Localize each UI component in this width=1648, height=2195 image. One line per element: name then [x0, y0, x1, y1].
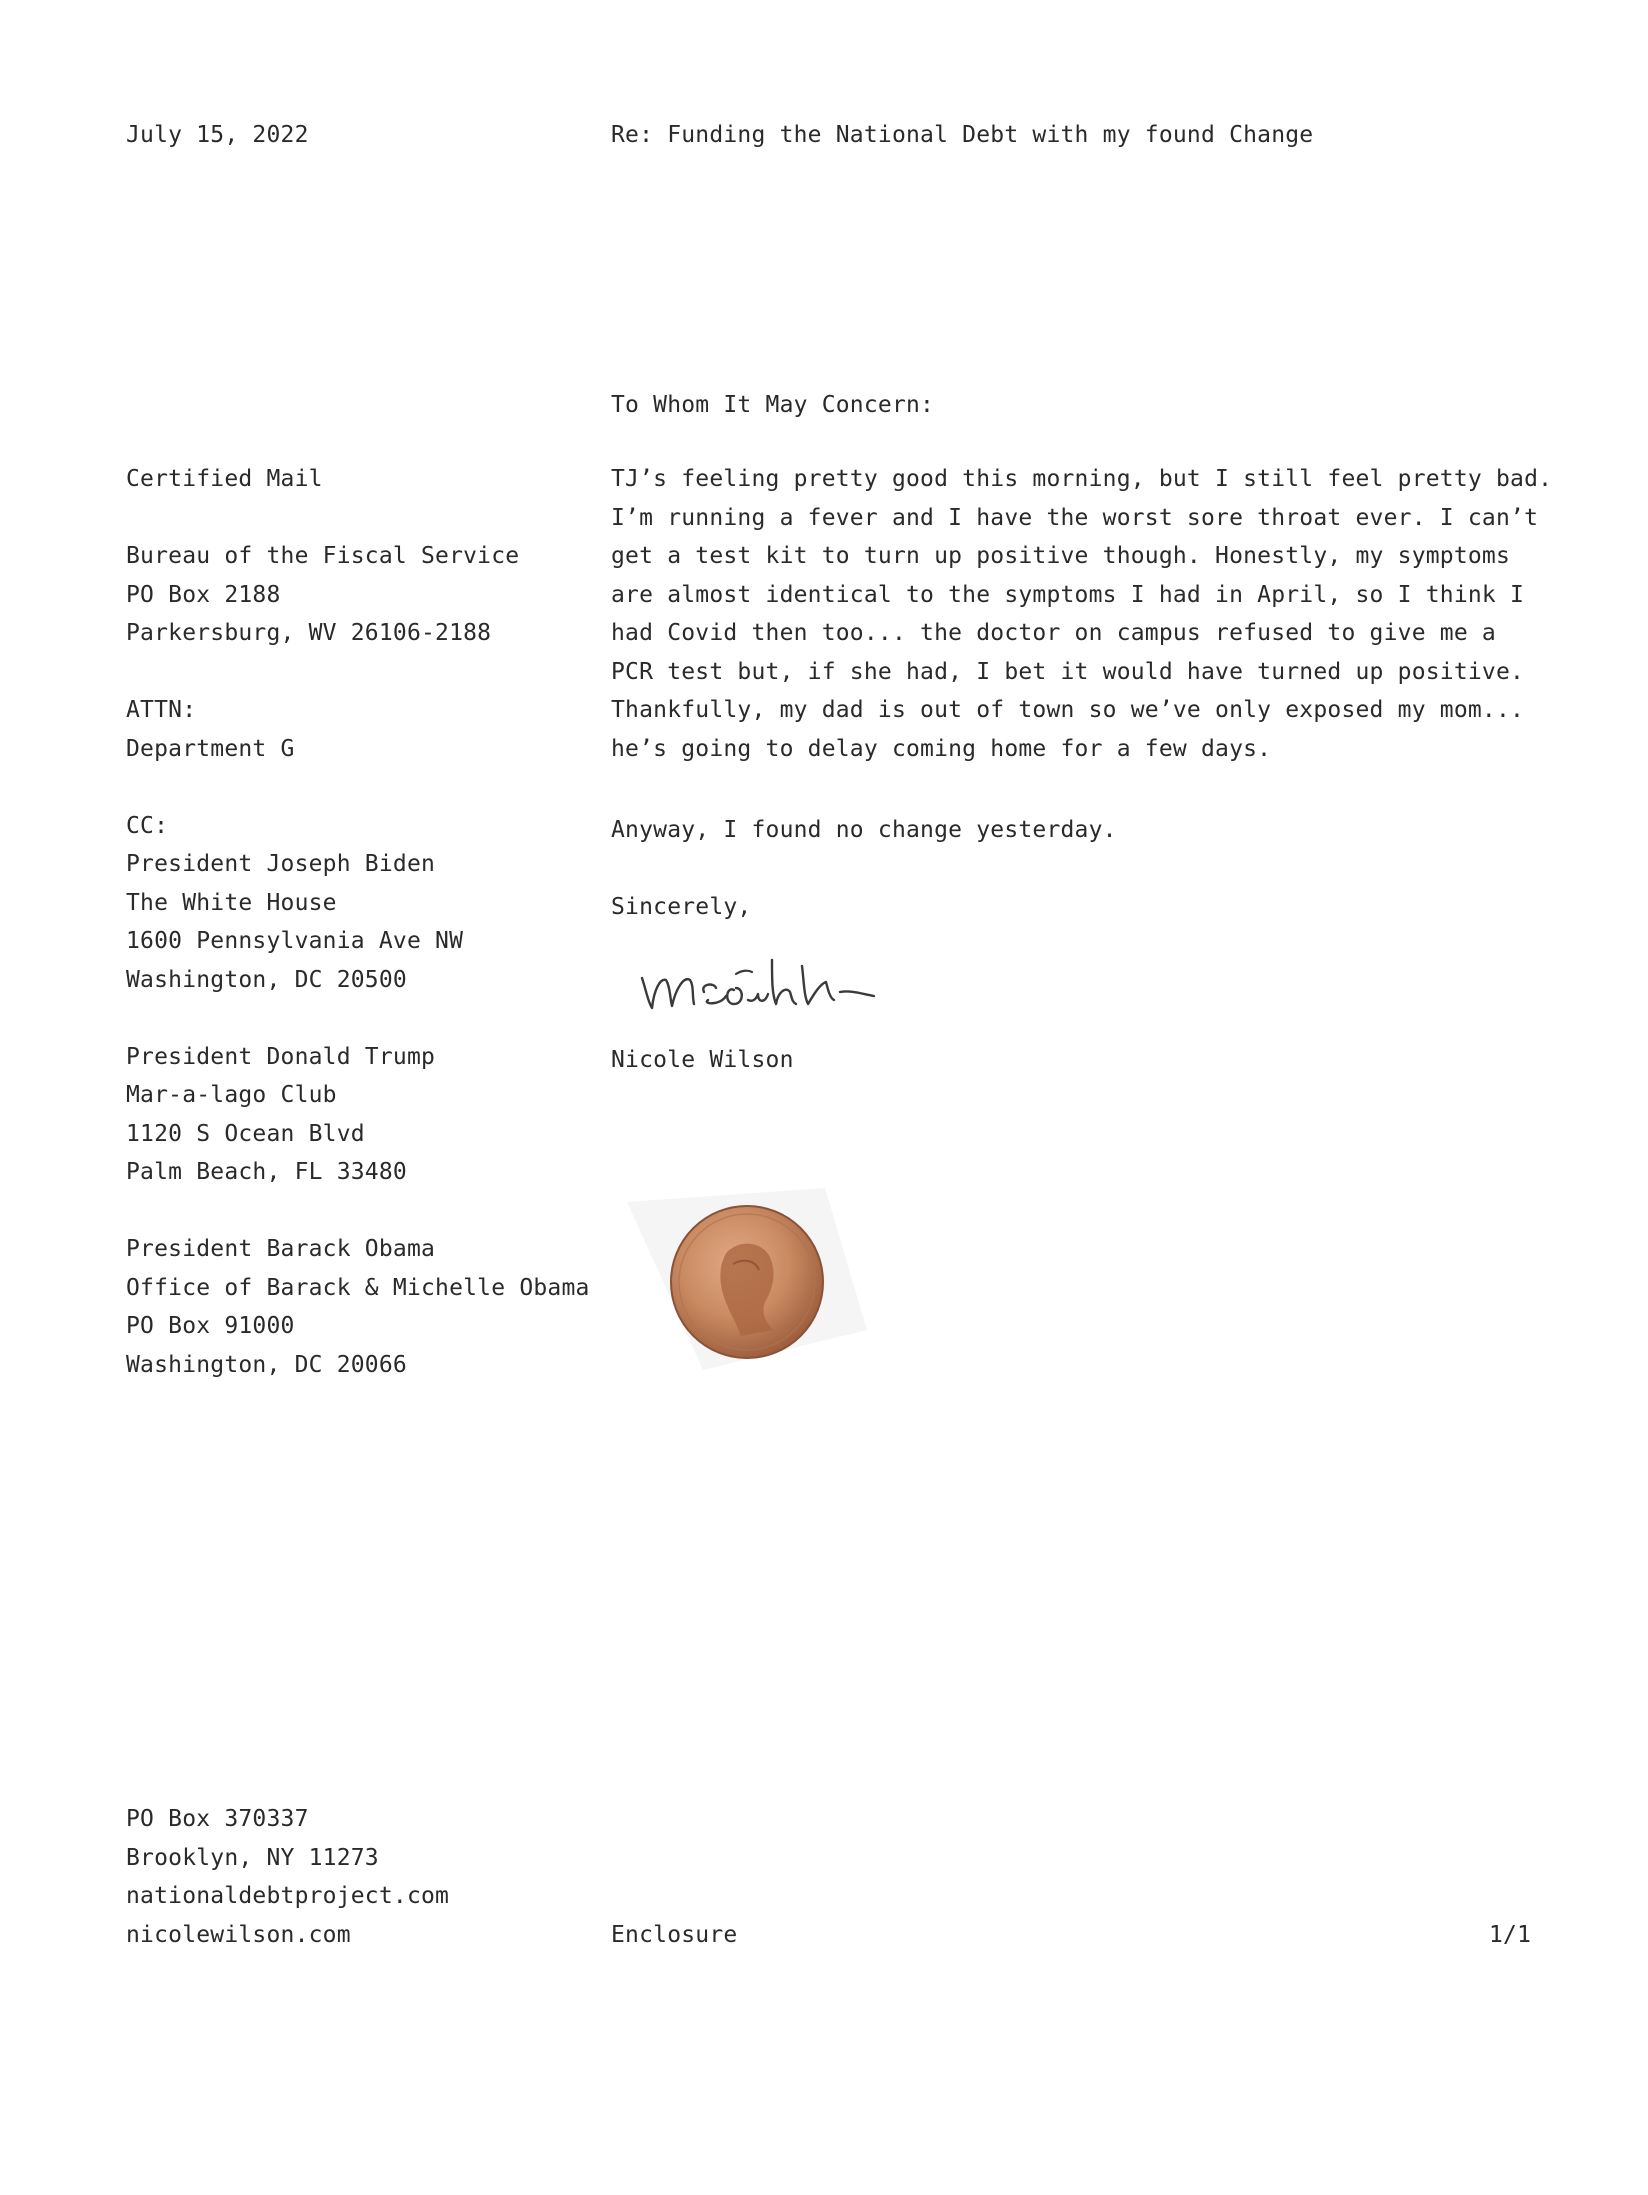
body-line: Thankfully, my dad is out of town so we’ve only exposed my mom...: [611, 697, 1525, 723]
attn-block: [126, 691, 596, 768]
address-line: 1120 S Ocean Blvd: [126, 1120, 365, 1147]
address-line: PO Box 91000: [126, 1313, 295, 1339]
letter-date: July 15, 2022: [126, 122, 309, 148]
address-line: Office of Barack & Michelle Obama: [126, 1274, 590, 1301]
footer-address-line: PO Box 370337: [126, 1806, 309, 1832]
cc-recipient-trump: [126, 1038, 596, 1192]
address-line: Washington, DC 20066: [126, 1351, 407, 1378]
cc-label: CC:: [126, 812, 169, 839]
address-line: Bureau of the Fiscal Service: [126, 543, 520, 569]
footer-website-line: nationaldebtproject.com: [126, 1883, 450, 1909]
address-line: President Donald Trump: [126, 1043, 436, 1070]
cc-recipient-obama: [126, 1230, 596, 1384]
page-number: 1/1: [1489, 1922, 1532, 1948]
address-line: Washington, DC 20500: [126, 966, 407, 993]
body-line: PCR test but, if she had, I bet it would have turned up positive.: [611, 658, 1525, 685]
closing-line: Anyway, I found no change yesterday.: [611, 817, 1117, 843]
recipient-column: [126, 460, 596, 1384]
address-line: President Joseph Biden: [126, 851, 436, 877]
body-line: had Covid then too... the doctor on campus refused to give me a: [611, 620, 1496, 646]
address-line: 1600 Pennsylvania Ave NW: [126, 928, 464, 954]
cc-recipient-biden: [126, 845, 596, 999]
letter-subject: Re: Funding the National Debt with my found Change: [611, 122, 1314, 148]
body-line: I’m running a fever and I have the worst sore throat ever. I can’t: [611, 504, 1539, 531]
sign-off: Sincerely,: [611, 894, 752, 920]
body-line: are almost identical to the symptoms I had in April, so I think I: [611, 581, 1525, 608]
sender-address: [126, 1800, 449, 1954]
mail-type: Certified Mail: [126, 466, 323, 492]
body-line: he’s going to delay coming home for a few days.: [611, 735, 1272, 762]
address-line: Mar-a-lago Club: [126, 1082, 337, 1108]
signer-name: Nicole Wilson: [611, 1047, 794, 1073]
footer-address-line: Brooklyn, NY 11273: [126, 1844, 379, 1871]
salutation: To Whom It May Concern:: [611, 392, 935, 418]
attn-department: Department G: [126, 735, 295, 762]
address-line: PO Box 2188: [126, 581, 281, 608]
body-line: TJ’s feeling pretty good this morning, but I still feel pretty bad.: [611, 466, 1553, 492]
attn-label: ATTN:: [126, 697, 197, 723]
address-line: Parkersburg, WV 26106-2188: [126, 620, 492, 646]
letter-body: [611, 460, 1571, 768]
address-line: The White House: [126, 889, 337, 916]
body-line: get a test kit to turn up positive though. Honestly, my symptoms: [611, 543, 1511, 569]
address-line: Palm Beach, FL 33480: [126, 1159, 407, 1185]
footer-website-line: nicolewilson.com: [126, 1921, 351, 1948]
enclosure-label: Enclosure: [611, 1922, 738, 1948]
enclosed-penny: [615, 1180, 885, 1380]
handwritten-signature: [630, 930, 930, 1030]
primary-recipient-address: [126, 537, 596, 653]
address-line: President Barack Obama: [126, 1236, 436, 1262]
